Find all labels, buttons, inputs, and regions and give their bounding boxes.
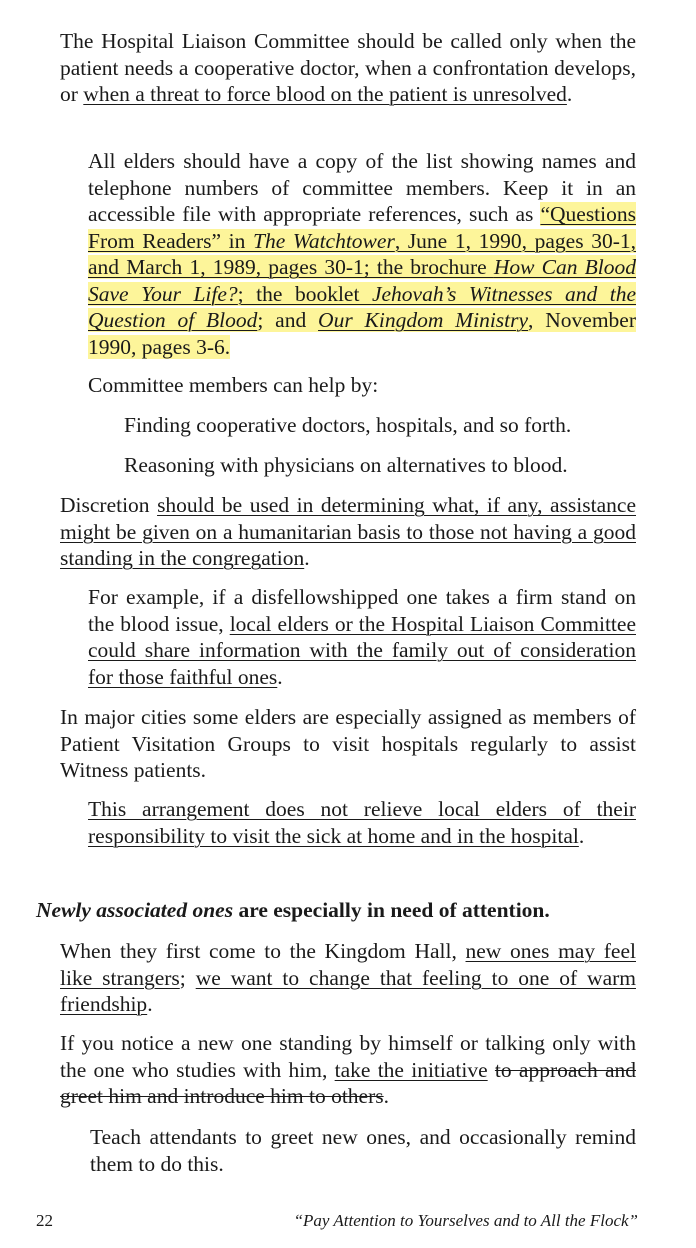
paragraph-patient-visitation [60, 704, 636, 784]
reference-text: “Questions From Readers” in [88, 202, 636, 253]
paragraph-kingdom-hall [60, 938, 636, 1018]
heading-italic: Newly associated ones [36, 898, 234, 922]
text [488, 1058, 495, 1082]
text: All elders should have a copy of the list showing names and telephone numbers of committee members. Keep it in an accessible file with appropriate references, such as [88, 149, 636, 226]
underlined-text: should be used in determining what, if any, assistance might be given on a humanitarian basis to those not having a good standing in the congregation [60, 493, 636, 570]
text: Reasoning with physicians on alternatives to blood. [124, 453, 568, 477]
text: . [304, 546, 310, 570]
underlined-text: when a threat to force blood on the patient is unresolved [83, 82, 567, 106]
text: If you notice a new one standing by himself or talking only with the one who studies with him, [60, 1031, 636, 1082]
underlined-text: take the initiative [334, 1057, 488, 1082]
text: Discretion [60, 493, 158, 517]
text: . [578, 823, 585, 848]
paragraph-finding-doctors [124, 412, 636, 439]
text: . [383, 1084, 389, 1108]
text: . [277, 664, 283, 689]
reference-text: , November 1990, pages 3-6. [88, 308, 636, 359]
text: For example, if a disfellowshipped one takes a firm stand on the blood issue, [88, 585, 636, 636]
reference-title: Jehovah’s Witnesses and the Question of Blood [88, 281, 636, 332]
text: Committee members can help by: [88, 373, 379, 397]
reference-title: The Watchtower [253, 228, 395, 253]
paragraph-example-disfellowshipped [88, 584, 636, 690]
text: The Hospital Liaison Committee should be called only when the patient needs a cooperative doctor, when a confrontation develops, or [60, 29, 636, 106]
text: Teach attendants to greet new ones, and occasionally remind them to do this. [90, 1125, 636, 1176]
paragraph-discretion [60, 492, 636, 572]
reference-title: Our Kingdom Ministry [318, 308, 529, 332]
running-footer-title: “Pay Attention to Yourselves and to All the Flock” [293, 1211, 638, 1230]
paragraph-elders-list [88, 148, 636, 360]
text: In major cities some elders are especially assigned as members of Patient Visitation Groups to visit hospitals regularly to assist Witness patients. [60, 705, 636, 782]
struck-text: to approach and greet him and introduce him to others [60, 1057, 636, 1108]
paragraph-committee-help [88, 372, 636, 399]
page-number: 22 [36, 1211, 53, 1230]
text: . [566, 82, 573, 106]
paragraph-reasoning [124, 452, 636, 479]
text: ; [179, 965, 196, 990]
reference-text: ; the booklet [237, 281, 372, 306]
underlined-text: local elders or the Hospital Liaison Committee could share information with the family out of consideration for those faithful ones [88, 611, 636, 689]
underlined-text: new ones may feel like strangers [60, 939, 636, 990]
text: When they first come to the Kingdom Hall, [60, 939, 466, 963]
heading-text: are especially in need of attention. [233, 898, 550, 922]
paragraph-arrangement [88, 796, 636, 849]
text: Finding cooperative doctors, hospitals, and so forth. [124, 413, 572, 437]
reference-text: ; and [257, 308, 319, 332]
section-heading [36, 896, 636, 924]
paragraph-new-one-standing [60, 1030, 636, 1110]
underlined-text: we want to change that feeling to one of warm friendship [60, 965, 636, 1016]
text: . [147, 992, 153, 1016]
reference-title: How Can Blood Save Your Life? [88, 255, 636, 306]
paragraph-attendants [90, 1124, 636, 1177]
reference-text: , June 1, 1990, pages 30-1, and March 1, 1989, pages 30-1; the brochure [88, 228, 636, 279]
paragraph-hlc-call [60, 28, 636, 108]
underlined-text: This arrangement does not relieve local elders of their responsibility to visit the sick at home and in the hospital [88, 797, 636, 848]
